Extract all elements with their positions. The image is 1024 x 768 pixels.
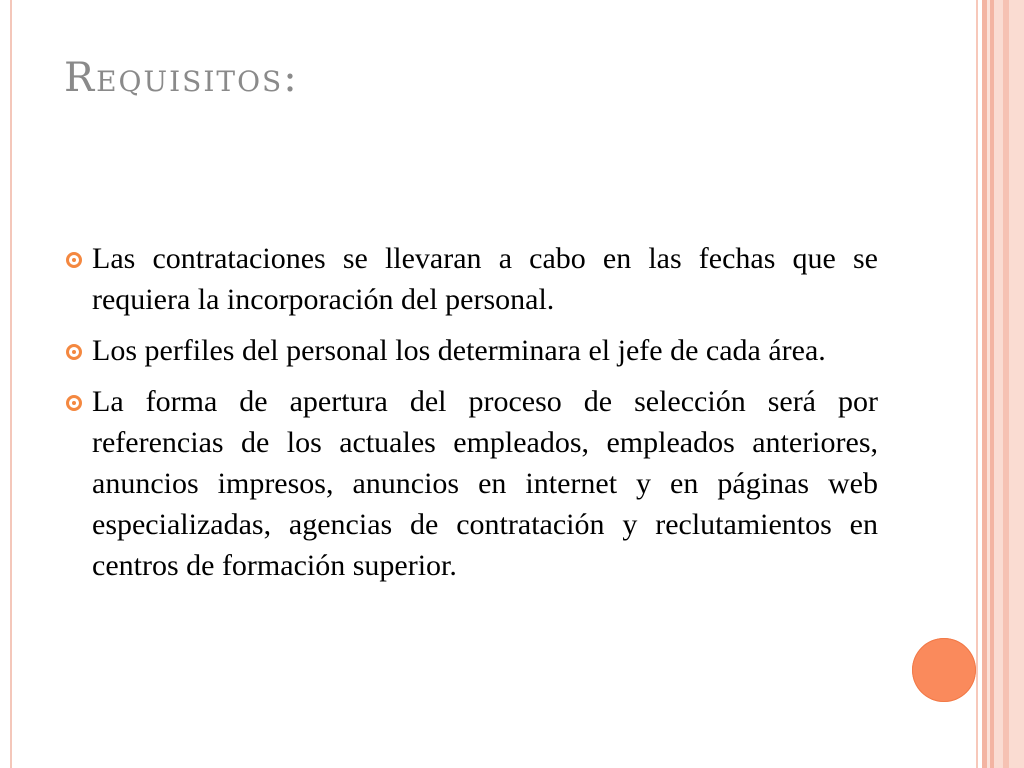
bullet-item (66, 381, 878, 586)
bullet-item (66, 330, 878, 371)
left-border-line (10, 0, 12, 768)
ring-bullet-icon (66, 344, 82, 360)
bullet-text: Las contrataciones se llevaran a cabo en las fechas que se requiera la incorporación del personal. (92, 242, 878, 316)
right-decorative-band (994, 0, 1024, 768)
orange-circle-decoration (912, 638, 976, 702)
ring-bullet-icon (66, 395, 82, 411)
bullet-text: Los perfiles del personal los determinara el jefe de cada área. (92, 334, 826, 367)
right-stripe-1 (976, 0, 978, 768)
right-stripe-4 (990, 0, 994, 768)
right-stripe-5 (1003, 0, 1009, 768)
bullet-list (66, 238, 878, 596)
bullet-item (66, 238, 878, 320)
bullet-text: La forma de apertura del proceso de selección será por referencias de los actuales empleados, empleados anteriores, anuncios impresos, anuncios en internet y en páginas web especializadas, agencias de contratación y reclutamientos en centros de formación superior. (92, 385, 878, 582)
slide-title: Requisitos: (64, 55, 299, 101)
ring-bullet-icon (66, 252, 82, 268)
